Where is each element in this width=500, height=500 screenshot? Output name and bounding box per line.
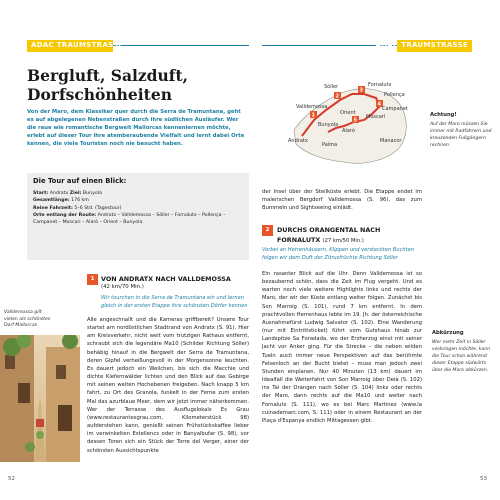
village-street-illustration — [0, 335, 80, 462]
warning-note-text: Auf der Maro müssen Sie immer mit Radfahrern und kreuzenden Fußgängern rechnen. — [430, 122, 492, 148]
tour-length-key: Gesamtlänge: — [33, 198, 70, 204]
tour-row-duration — [33, 205, 245, 212]
island-outline — [294, 89, 406, 163]
tour-duration-value: 5–6 Std. (Tagestour) — [72, 205, 122, 211]
right-column-intro: der Insel über der Steilküste erlebt. Die Etappe endet im malerischen Bergdorf Valldemossa (S. 96), das zum Bummeln und Sightseeing einlädt. — [262, 189, 422, 212]
tour-summary-title: Die Tour auf einen Blick: — [33, 177, 127, 185]
mallorca-route-map — [284, 80, 414, 168]
section-1-distance: (42 km/70 Min.) — [101, 284, 144, 290]
tour-summary-list — [33, 190, 245, 226]
section-2-body: Ein rasanter Blick auf die Uhr. Denn Valldemossa ist so bezaubernd schön, dass die Zeit im Flug vergeht. Und es warten noch viele weitere Highlights links und rechts der Maro, der wir der Küste entlang weiter folgen. Zunächst bis Son Marroig (S. 101), rund 7 km entfernt. In dem prachtvollen Herrenhaus lebte im 19. Jh. der österreichische Ausnahmefürst Ludwig Salvator (S. 102). Eine Wanderung (nur mit Eintrittsticket) führt vom Gutshaus hinab zur Landspitze Sa Foradada, wo der Erzherzog einst mit seiner Jacht vor Anker ging. Für die Strecke – die neben wilden Tueln auch immer neue Perspektiven auf das berühmte Felsenloch an der Bucht bietet – muss man jedoch zwei Stunden einplanen. Nur 40 Minuten (13 km) dauert im Idealfall die Weiterfahrt von Son Marroig über Deià (S. 102) ins Tal der Orangen nach Sóller (S. 104) links oder rechts der Maro, dann rechts auf die Ma10 und weiter nach Fornalutx (S. 111), wo es bei Marc Martinez (www.la cuinademarc.com, S. 111) oder in einem Restaurant an der Plaça d'Espanya endlich Mittagessen gibt. — [262, 271, 422, 424]
map-label-palma: Palma — [322, 142, 338, 148]
section-1-title: VON ANDRATX NACH VALLDEMOSSA — [101, 275, 231, 283]
map-label-pollenca: Pollença — [384, 92, 405, 98]
section-2-badge: 2 — [262, 225, 273, 236]
map-label-valldemossa: Valldemossa — [296, 104, 328, 110]
page-headline: Bergluft, Salzduft, Dorfschönheiten — [27, 66, 189, 104]
map-label-manacor: Manacor — [380, 138, 402, 144]
page-number-left: 52 — [8, 476, 15, 482]
header-label-right: ADAC TRAUMSTRASSE — [375, 41, 468, 49]
tour-length-value: 176 km — [69, 198, 89, 204]
tour-end-key: Ziel: — [69, 191, 82, 196]
warning-note-title: Achtung! — [430, 112, 457, 118]
tour-summary-box — [27, 173, 249, 260]
header-band-left — [27, 40, 124, 52]
photo-caption: Valldemossa gilt vielen als schönstes Dorf Mallorcas — [4, 310, 51, 329]
intro-paragraph: Von der Maro, dem Klassiker quer durch die Serra de Tramuntana, geht es auf abgelegenen Nebenstraßen durch ihre südlichen Ausläufer. Wer die raue wie romantische Bergwelt Mallorcas kennenlernen möchte, erlebt auf dieser Tour ihre atemberaubende Vielfalt und lernt dabei Orte kennen, die viele Touristen noch nie besucht haben. — [27, 109, 245, 148]
tour-row-length — [33, 197, 245, 204]
map-label-alaro: Alaró — [342, 128, 355, 134]
section-1-body: Alle angeschnallt und die Kameras griffbereit? Unsere Tour startet am nordöstlichen Stadtrand von Andratx (S. 91). Hier am Kreisverkehr, nicht weit vom trutzigen Rathaus entfernt, schraubt sich die legendäre Ma10 (Schilder Richtung Sóller) behäbig hinauf in die Bergwelt der Serra de Tramuntana, deren Gipfel verheißungsvoll in der Morgensonne leuchten. Es dauert jedoch ein Weilchen, bis sich die Macchie und dichte Kiefernwälder lichten und den Blick auf das Gebirge mit seinen weiten Hochebenen freigeben. Nach knapp 5 km fahrt, zu Ort des Granola, funkelt in der Ferne zum ersten Mal das azurblaue Meer, dem wir jetzt immer näherkommen. Wer der Terrasse des Ausflugslokals Es Grau (www.restaurantesgrau.com, Kilometerstück 98) aufderstehen kann, genießt seinen Frühstückskaffee lieber im verwinkelten Estellencs oder in Banyalbufar (S. 98), vor dessen Toren sich ein Stück der Torre del Verger, einer der schönsten Aussichtspunkte — [87, 317, 249, 454]
page-number-right: 53 — [480, 476, 487, 482]
tour-row-start — [33, 190, 245, 197]
shortcut-note-title: Abkürzung — [432, 330, 464, 336]
tour-start-key: Start: — [33, 191, 49, 196]
map-marker-5-label: 5 — [353, 117, 357, 124]
map-label-andratx: Andratx — [288, 138, 308, 144]
shortcut-note-text: Wer mehr Zeit in Sóller verbringen möchte, kann die Tour schon während dieser Etappe südwärts über die Maro abkürzen. — [432, 340, 491, 373]
map-marker-1-label: 1 — [311, 112, 315, 119]
tour-places-value: Andratx – Valldemossa – Sóller – Fornalutx – Pollença – Campanet – Moscari – Alaró – Orient – Bunyola — [33, 212, 226, 226]
map-label-fornalutx: Fornalutx — [368, 82, 392, 88]
route-map — [284, 80, 414, 168]
header-band-right — [375, 40, 472, 52]
section-1-lead: Wir tourchen in die Serra de Tramuntana ein und lernen gleich in der ersten Etappe ihre schönsten Dörfer kennen — [101, 295, 248, 309]
section-2-distance: (27 km/50 Min.) — [322, 238, 364, 244]
header-label-left: ADAC TRAUMSTRASSE — [31, 41, 124, 49]
tour-start-value: Andratx — [48, 191, 70, 196]
section-2-title2: FORNALUTX — [277, 236, 321, 244]
map-label-moscari: Moscari — [366, 114, 386, 120]
map-marker-3-label: 3 — [359, 87, 363, 94]
section-2-title-line2 — [277, 236, 364, 244]
tour-duration-key: Reine Fahrzeit: — [33, 205, 73, 211]
tour-row-places — [33, 212, 245, 227]
section-2-lead: Vorbei an Herrenhäusern, Klippen und versteckten Buchten folgen wir dem Duft der Zitrusfrüchte Richtung Sóller — [262, 247, 415, 261]
map-label-campanet: Campanet — [382, 106, 408, 112]
map-label-orient: Orient — [340, 110, 356, 116]
section-1-badge: 1 — [87, 274, 98, 285]
section-2-title: DURCHS ORANGENTAL NACH — [277, 226, 381, 234]
map-label-bunyola: Bunyola — [318, 122, 339, 128]
map-label-soller: Sóller — [324, 84, 339, 90]
tour-places-key: Orte entlang der Route: — [33, 212, 97, 218]
tour-end-value: Bunyola — [81, 191, 102, 196]
map-marker-4-label: 4 — [377, 101, 381, 108]
map-marker-2-label: 2 — [335, 93, 339, 100]
valldemossa-photo — [0, 335, 80, 462]
